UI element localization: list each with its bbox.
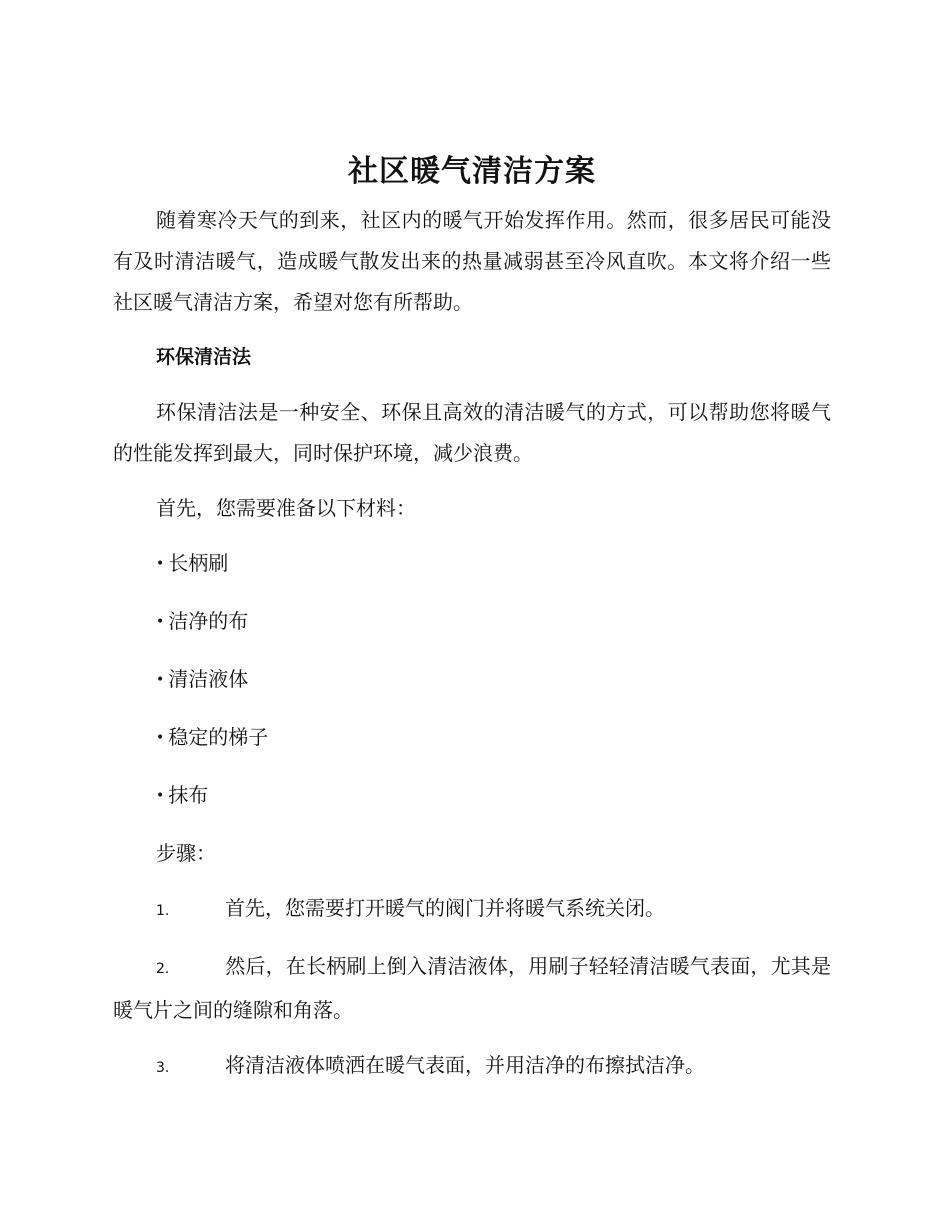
section-heading: 环保清洁法 bbox=[156, 346, 252, 368]
materials-list bbox=[113, 543, 831, 819]
step-number: 2. bbox=[156, 961, 170, 977]
material-label: 洁净的布 bbox=[168, 609, 249, 633]
bullet-icon: • bbox=[156, 614, 165, 630]
step-number: 3. bbox=[156, 1060, 170, 1076]
step-item bbox=[113, 1045, 831, 1089]
step-item bbox=[113, 946, 831, 1031]
bullet-icon: • bbox=[156, 788, 165, 804]
step-number: 1. bbox=[156, 903, 170, 919]
material-label: 稳定的梯子 bbox=[168, 725, 269, 749]
steps-label: 步骤： bbox=[156, 841, 216, 865]
steps-list bbox=[113, 888, 831, 1089]
bullet-icon: • bbox=[156, 730, 165, 746]
document-content bbox=[113, 150, 831, 1103]
page-title: 社区暖气清洁方案 bbox=[348, 154, 596, 189]
bullet-icon: • bbox=[156, 556, 165, 572]
material-label: 抹布 bbox=[168, 783, 209, 807]
step-text: 首先，您需要打开暖气的阀门并将暖气系统关闭。 bbox=[225, 896, 665, 920]
step-text: 将清洁液体喷洒在暖气表面，并用洁净的布擦拭洁净。 bbox=[225, 1053, 705, 1077]
step-text: 然后，在长柄刷上倒入清洁液体，用刷子轻轻清洁暖气表面，尤其是暖气片之间的缝隙和角落。 bbox=[113, 954, 831, 1022]
section-body-paragraph: 环保清洁法是一种安全、环保且高效的清洁暖气的方式，可以帮助您将暖气的性能发挥到最大，同时保护环境，减少浪费。 bbox=[113, 400, 831, 465]
list-item bbox=[113, 717, 831, 761]
bullet-icon: • bbox=[156, 672, 165, 688]
list-item bbox=[113, 659, 831, 703]
materials-intro: 首先，您需要准备以下材料： bbox=[156, 496, 416, 520]
material-label: 长柄刷 bbox=[168, 551, 229, 575]
step-item bbox=[113, 888, 831, 932]
intro-paragraph: 随着寒冷天气的到来，社区内的暖气开始发挥作用。然而，很多居民可能没有及时清洁暖气，造成暖气散发出来的热量减弱甚至冷风直吹。本文将介绍一些社区暖气清洁方案，希望对您有所帮助。 bbox=[113, 208, 831, 314]
list-item bbox=[113, 775, 831, 819]
list-item bbox=[113, 543, 831, 587]
list-item bbox=[113, 601, 831, 645]
material-label: 清洁液体 bbox=[168, 667, 249, 691]
